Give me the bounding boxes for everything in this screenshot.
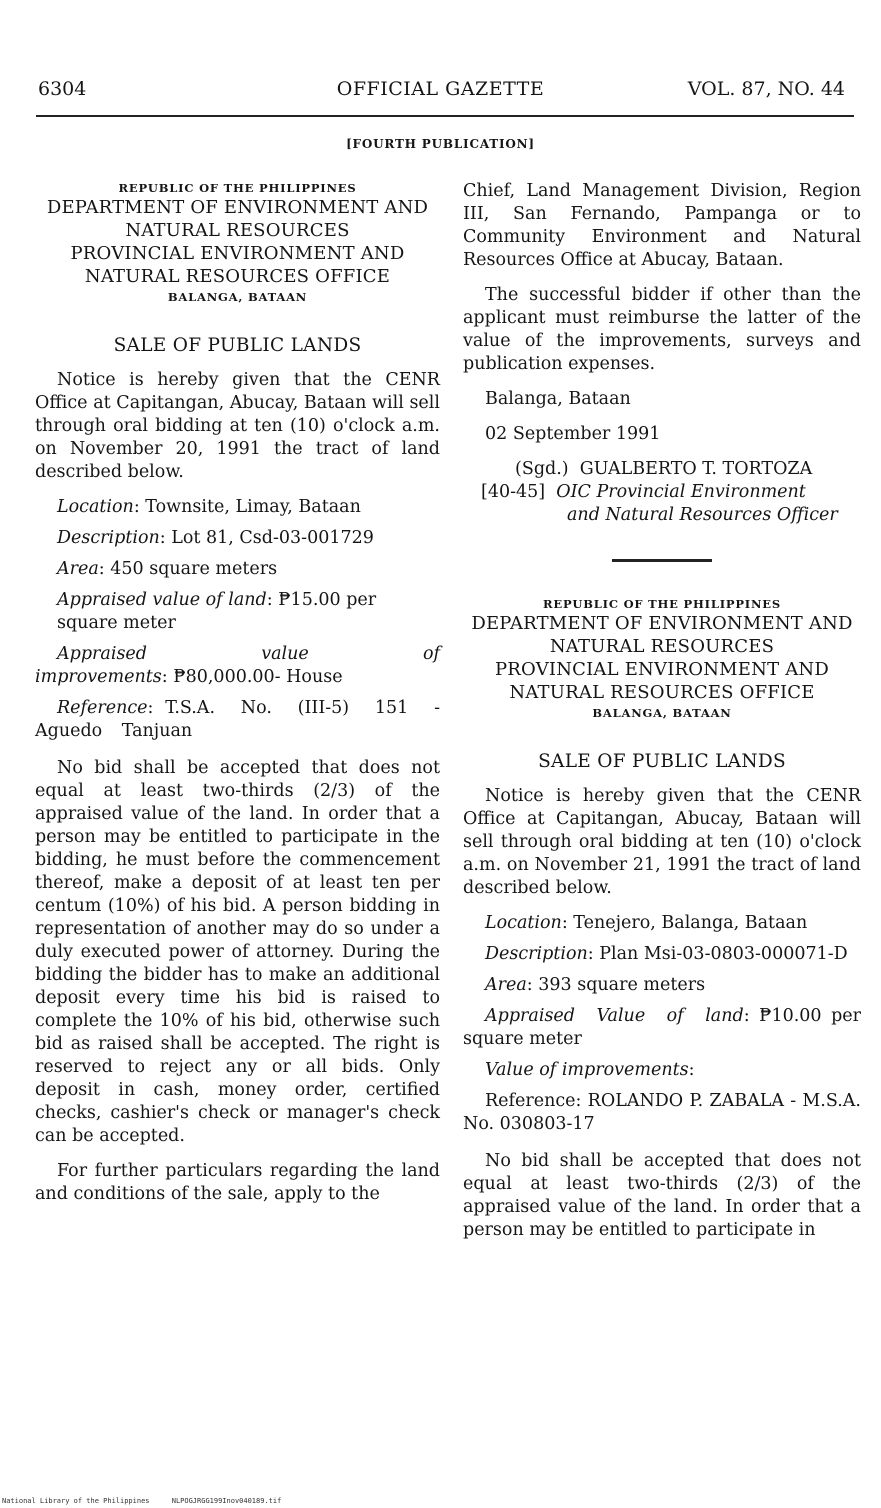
date: 02 September 1991 [485,424,661,444]
location-label-2: Location [485,913,562,933]
appraised-land-item-2: Appraised Value of land: ₱10.00 per square meter [463,1006,861,1049]
office-city: BALANGA, BATAAN [167,290,308,304]
area-item-2: Area: 393 square meters [485,975,706,995]
appraised-land-value-2: ₱10.00 per square meter [463,1006,861,1049]
signature-block [463,458,861,527]
appraised-land-item: Appraised value of land: ₱15.00 per square meter [57,590,377,633]
sgd-mark: (Sgd.) [515,459,569,479]
republic-heading-2: REPUBLIC OF THE PHILIPPINES [543,597,781,611]
signature-line [463,458,861,481]
page-number: 6304 [38,78,87,100]
location-item-2: Location: Tenejero, Balanga, Bataan [485,913,808,933]
department-heading-2-line-2: NATURAL RESOURCES [549,636,775,657]
reference-value: T.S.A. No. (III-5) 151 - Aguedo Tanjuan [35,698,440,741]
appraised-land-value: ₱15.00 per square meter [57,590,377,633]
position-title-line-1: OIC Provincial Environment [556,482,806,502]
bid-conditions-paragraph-2: No bid shall be accepted that does not equal at least two-thirds (2/3) of the appraised value of the land. In order that a person may be entitled to participate in [463,1151,861,1240]
publication-note: [FOURTH PUBLICATION] [346,137,535,151]
location-value: Townsite, Limay, Bataan [145,497,361,517]
appraised-improvements-value: ₱80,000.00- House [173,667,343,687]
department-heading-2-line-1: DEPARTMENT OF ENVIRONMENT AND [471,613,853,634]
right-column [463,180,861,1254]
value-improvements-label: Value of improvements [485,1060,689,1080]
reference-name-2: ROLANDO P. ZABALA [587,1091,784,1111]
office-heading-line-2: NATURAL RESOURCES OFFICE [84,266,391,287]
place: Balanga, Bataan [485,389,631,409]
notice-paragraph-2: Notice is hereby given that the CENR Office at Capitangan, Abucay, Bataan will sell through oral bidding at ten (10) o'clock a.m. on November 21, 1991 the tract of land described below. [463,786,861,898]
position-line [463,481,861,504]
appraised-improvements-label: Appraised value of improvements [35,644,440,687]
bid-conditions-paragraph: No bid shall be accepted that does not equal at least two-thirds (2/3) of the appraised value of the land. In order that a person may be entitled to participate in the bidding, he must before the commencement thereof, make a deposit of at least ten per centum (10%) of his bid. A person bidding in representation of another may do so under a duly executed power of attorney. During the bidding the bidder has to make an additional deposit every time his bid is raised to complete the 10% of his bid, otherwise such bid as raised shall be accepted. The right is reserved to reject any or all bids. Only deposit in cash, money order, certified checks, cashier's check or manager's check can be accepted. [35,758,440,1146]
appraised-improvements-item: Appraised value of improvements: ₱80,000.00- House [35,644,440,687]
position-title-line-2: and Natural Resources Officer [567,505,838,525]
reference-prefix-2: Reference: [485,1091,582,1111]
signatory-name: GUALBERTO T. TORTOZA [579,459,813,479]
description-label-2: Description [485,944,588,964]
area-item: Area: 450 square meters [57,559,278,579]
area-value-2: 393 square meters [538,975,706,995]
successful-bidder-paragraph: The successful bidder if other than the applicant must reimburse the latter of the value of the improvements, surveys and publication expenses. [463,285,861,374]
description-label: Description [57,528,160,548]
left-column [35,180,440,1218]
office-heading-line-1: PROVINCIAL ENVIRONMENT AND [70,243,405,264]
library-credit: National Library of the Philippines [2,1497,150,1505]
description-value-2: Plan Msi-03-0803-000071-D [599,944,848,964]
republic-heading: REPUBLIC OF THE PHILIPPINES [118,181,357,195]
volume-number: VOL. 87, NO. 44 [687,78,845,100]
sale-title: SALE OF PUBLIC LANDS [113,335,362,356]
sale-title-2: SALE OF PUBLIC LANDS [538,751,786,772]
gazette-title: OFFICIAL GAZETTE [336,78,545,100]
section-separator [612,559,712,562]
header-rule [36,115,854,117]
notice-paragraph: Notice is hereby given that the CENR Office at Capitangan, Abucay, Bataan will sell through oral bidding at ten (10) o'clock a.m. on November 20, 1991 the tract of land described below. [35,370,440,482]
location-label: Location [57,497,134,517]
area-value: 450 square meters [110,559,278,579]
office-city-2: BALANGA, BATAAN [592,706,732,720]
area-label: Area [57,559,99,579]
reference-label: Reference [57,698,148,718]
department-heading-line-1: DEPARTMENT OF ENVIRONMENT AND [46,197,429,218]
area-label-2: Area [485,975,527,995]
continued-paragraph: Chief, Land Management Division, Region III, San Fernando, Pampanga or to Community Environment and Natural Resources Office at Abucay, Bataan. [463,181,861,270]
office-heading-2-line-2: NATURAL RESOURCES OFFICE [509,682,815,703]
description-value: Lot 81, Csd-03-001729 [171,528,374,548]
value-improvements-item: Value of improvements: [485,1060,695,1080]
publication-reference: [40-45] [481,482,546,502]
office-heading-2-line-1: PROVINCIAL ENVIRONMENT AND [494,659,829,680]
appraised-land-label: Appraised value of land [57,590,267,610]
scan-footer [2,1497,299,1505]
location-item: Location: Townsite, Limay, Bataan [57,497,361,517]
department-heading-line-2: NATURAL RESOURCES [125,220,350,241]
reference-item: Reference: T.S.A. No. (III-5) 151 - Aguedo Tanjuan [35,698,440,741]
location-value-2: Tenejero, Balanga, Bataan [573,913,808,933]
further-particulars-paragraph: For further particulars regarding the land and conditions of the sale, apply to the [35,1161,440,1204]
file-name: NLPOGJRGG199Inov040189.tif [171,1497,282,1505]
reference-rest-2: - M.S.A. No. 030803-17 [463,1091,861,1134]
description-item: Description: Lot 81, Csd-03-001729 [57,528,374,548]
reference-item-2 [463,1090,861,1136]
description-item-2: Description: Plan Msi-03-0803-000071-D [485,944,848,964]
appraised-land-label-2: Appraised Value of land [485,1006,744,1026]
